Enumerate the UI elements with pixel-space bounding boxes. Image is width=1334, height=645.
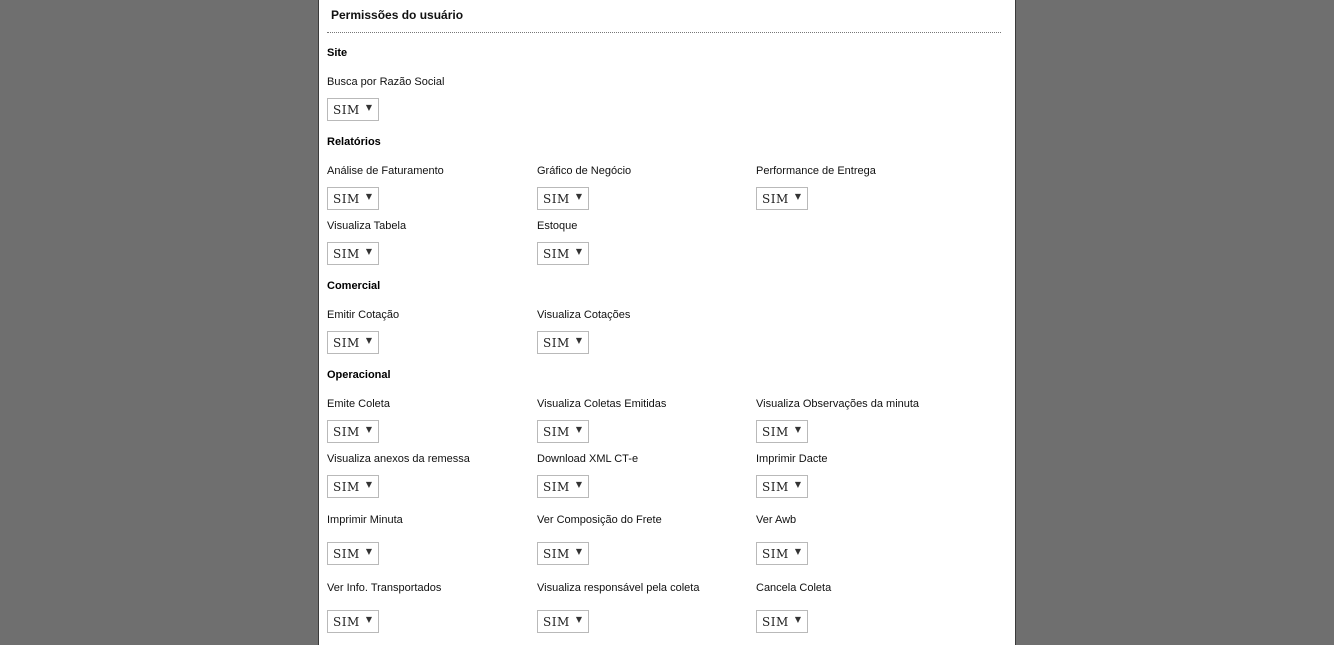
select-value: SIM (333, 480, 360, 494)
select-visualiza-coletas-emitidas[interactable] (537, 420, 589, 443)
select-busca-razao-social[interactable] (327, 98, 379, 121)
label-emite-coleta: Emite Coleta (327, 398, 390, 410)
select-visualiza-observacoes-minuta[interactable] (756, 420, 808, 443)
select-value: SIM (333, 425, 360, 439)
select-visualiza-responsavel-coleta[interactable] (537, 610, 589, 633)
select-estoque[interactable] (537, 242, 589, 265)
label-grafico-negocio: Gráfico de Negócio (537, 165, 632, 177)
chevron-down-icon: ▼ (575, 192, 582, 201)
select-value: SIM (333, 192, 360, 206)
label-visualiza-coletas-emitidas: Visualiza Coletas Emitidas (537, 398, 667, 410)
select-value: SIM (543, 425, 570, 439)
label-ver-composicao-frete: Ver Composição do Frete (537, 514, 662, 526)
select-emite-coleta[interactable] (327, 420, 379, 443)
chevron-down-icon: ▼ (794, 425, 801, 434)
label-analise-faturamento: Análise de Faturamento (327, 165, 444, 177)
select-value: SIM (762, 480, 789, 494)
label-imprimir-minuta: Imprimir Minuta (327, 514, 403, 526)
title-divider (327, 32, 1001, 33)
label-ver-awb: Ver Awb (756, 514, 797, 526)
chevron-down-icon: ▼ (365, 247, 372, 256)
label-download-xml-cte: Download XML CT-e (537, 453, 639, 465)
select-value: SIM (333, 247, 360, 261)
select-value: SIM (543, 480, 570, 494)
chevron-down-icon: ▼ (575, 247, 582, 256)
chevron-down-icon: ▼ (365, 480, 372, 489)
label-busca-razao-social: Busca por Razão Social (327, 76, 445, 88)
permissions-panel (318, 0, 1016, 645)
select-value: SIM (543, 547, 570, 561)
label-ver-info-transportados: Ver Info. Transportados (327, 582, 442, 594)
select-ver-awb[interactable] (756, 542, 808, 565)
chevron-down-icon: ▼ (794, 192, 801, 201)
select-value: SIM (762, 425, 789, 439)
section-comercial: Comercial (327, 280, 381, 292)
select-analise-faturamento[interactable] (327, 187, 379, 210)
chevron-down-icon: ▼ (794, 547, 801, 556)
chevron-down-icon: ▼ (575, 615, 582, 624)
select-download-xml-cte[interactable] (537, 475, 589, 498)
select-value: SIM (762, 615, 789, 629)
label-visualiza-observacoes-minuta: Visualiza Observações da minuta (756, 398, 920, 410)
select-value: SIM (333, 336, 360, 350)
chevron-down-icon: ▼ (575, 336, 582, 345)
chevron-down-icon: ▼ (794, 480, 801, 489)
chevron-down-icon: ▼ (365, 425, 372, 434)
label-emitir-cotacao: Emitir Cotação (327, 309, 400, 321)
label-visualiza-cotacoes: Visualiza Cotações (537, 309, 631, 321)
label-cancela-coleta: Cancela Coleta (756, 582, 832, 594)
chevron-down-icon: ▼ (794, 615, 801, 624)
chevron-down-icon: ▼ (575, 425, 582, 434)
select-value: SIM (333, 103, 360, 117)
chevron-down-icon: ▼ (365, 103, 372, 112)
select-ver-info-transportados[interactable] (327, 610, 379, 633)
chevron-down-icon: ▼ (365, 547, 372, 556)
select-value: SIM (543, 336, 570, 350)
select-performance-entrega[interactable] (756, 187, 808, 210)
section-operacional: Operacional (327, 369, 391, 381)
select-value: SIM (762, 192, 789, 206)
select-value: SIM (333, 547, 360, 561)
select-visualiza-tabela[interactable] (327, 242, 379, 265)
select-value: SIM (333, 615, 360, 629)
select-imprimir-minuta[interactable] (327, 542, 379, 565)
label-visualiza-responsavel-coleta: Visualiza responsável pela coleta (537, 582, 700, 594)
label-visualiza-anexos-remessa: Visualiza anexos da remessa (327, 453, 470, 465)
label-imprimir-dacte: Imprimir Dacte (756, 453, 828, 465)
section-relatorios: Relatórios (327, 136, 381, 148)
page-title: Permissões do usuário (331, 8, 464, 22)
select-value: SIM (543, 247, 570, 261)
select-imprimir-dacte[interactable] (756, 475, 808, 498)
chevron-down-icon: ▼ (575, 480, 582, 489)
select-value: SIM (543, 192, 570, 206)
chevron-down-icon: ▼ (365, 615, 372, 624)
label-visualiza-tabela: Visualiza Tabela (327, 220, 407, 232)
select-emitir-cotacao[interactable] (327, 331, 379, 354)
select-cancela-coleta[interactable] (756, 610, 808, 633)
label-estoque: Estoque (537, 220, 578, 232)
chevron-down-icon: ▼ (575, 547, 582, 556)
select-grafico-negocio[interactable] (537, 187, 589, 210)
select-visualiza-cotacoes[interactable] (537, 331, 589, 354)
select-value: SIM (543, 615, 570, 629)
select-value: SIM (762, 547, 789, 561)
select-visualiza-anexos-remessa[interactable] (327, 475, 379, 498)
chevron-down-icon: ▼ (365, 192, 372, 201)
chevron-down-icon: ▼ (365, 336, 372, 345)
label-performance-entrega: Performance de Entrega (756, 165, 876, 177)
select-ver-composicao-frete[interactable] (537, 542, 589, 565)
section-site: Site (327, 47, 348, 59)
